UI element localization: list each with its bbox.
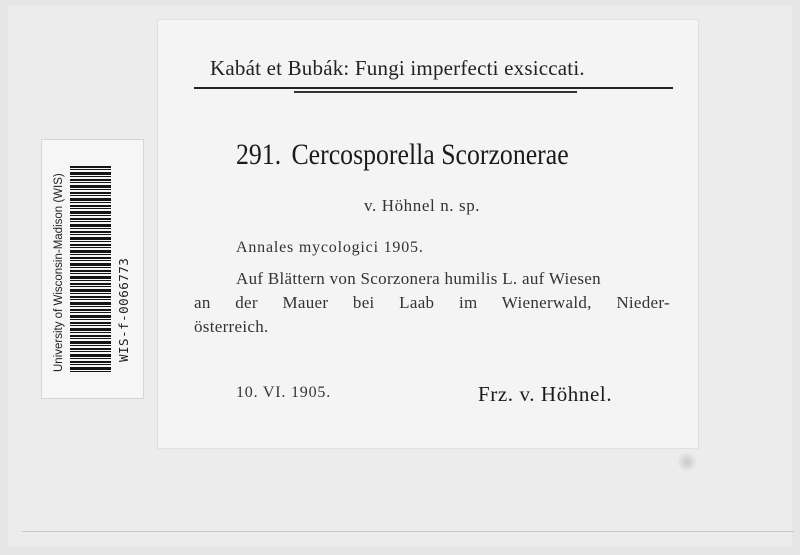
herbarium-sheet: [8, 6, 792, 546]
habitat-line: österreich.: [194, 317, 269, 336]
species-heading: [236, 138, 569, 172]
publication-reference: Annales mycologici 1905.: [236, 239, 424, 256]
specimen-label: [158, 20, 698, 448]
sheet-smudge: [676, 453, 698, 471]
species-author: v. Höhnel n. sp.: [364, 196, 481, 215]
barcode: [70, 166, 111, 374]
habitat-line: Auf Blättern von Scorzonera humilis L. auf Wiesen: [236, 269, 601, 288]
barcode-label: [42, 140, 143, 398]
series-title: Kabát et Bubák: Fungi imperfecti exsiccati.: [210, 56, 585, 80]
institution-name: University of Wisconsin-Madison (WIS): [53, 173, 65, 372]
collection-date: 10. VI. 1905.: [236, 384, 331, 401]
habitat-line: an der Mauer bei Laab im Wienerwald, Nieder-: [194, 293, 670, 312]
series-rule-lower: [294, 91, 577, 93]
exsiccata-number: 291.: [236, 138, 282, 171]
habitat-text: [194, 267, 670, 339]
series-rule-upper: [194, 87, 673, 89]
catalog-number: WIS-f-0066773: [116, 257, 131, 362]
sheet-edge-line: [22, 531, 794, 532]
collector-name: Frz. v. Höhnel.: [478, 382, 613, 406]
species-name: Cercosporella Scorzonerae: [291, 138, 569, 171]
